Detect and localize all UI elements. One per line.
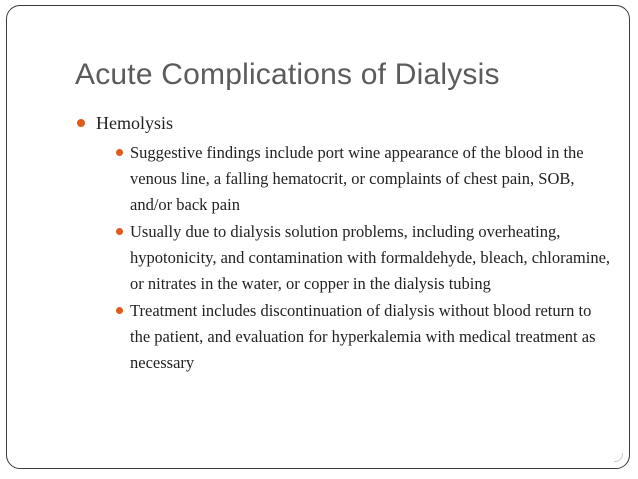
bullet-dot-icon xyxy=(116,307,123,314)
bullet-dot-icon xyxy=(116,149,123,156)
bullet-dot-icon xyxy=(77,119,85,127)
sub-bullet-item xyxy=(116,219,611,297)
bullet-item-hemolysis xyxy=(77,111,611,376)
corner-accent xyxy=(614,453,623,462)
slide-frame xyxy=(6,5,630,469)
sub-bullet-text: Suggestive findings include port wine appearance of the blood in the venous line, a falling hematocrit, or complaints of chest pain, SOB, and/or back pain xyxy=(130,143,584,214)
sub-bullet-item xyxy=(116,140,607,218)
bullet-dot-icon xyxy=(116,228,123,235)
sub-bullet-text: Treatment includes discontinuation of dialysis without blood return to the patient, and evaluation for hyperkalemia with medical treatment as necessary xyxy=(130,301,596,372)
sub-bullet-list xyxy=(96,140,611,376)
slide-content xyxy=(77,111,611,377)
bullet-label-hemolysis: Hemolysis xyxy=(96,113,174,133)
sub-bullet-text: Usually due to dialysis solution problems, including overheating, hypotonicity, and contamination with formaldehyde, bleach, chloramine, or nitrates in the water, or copper in the dialysis tubing xyxy=(130,222,611,293)
sub-bullet-item xyxy=(116,298,607,376)
slide-title: Acute Complications of Dialysis xyxy=(75,58,500,91)
